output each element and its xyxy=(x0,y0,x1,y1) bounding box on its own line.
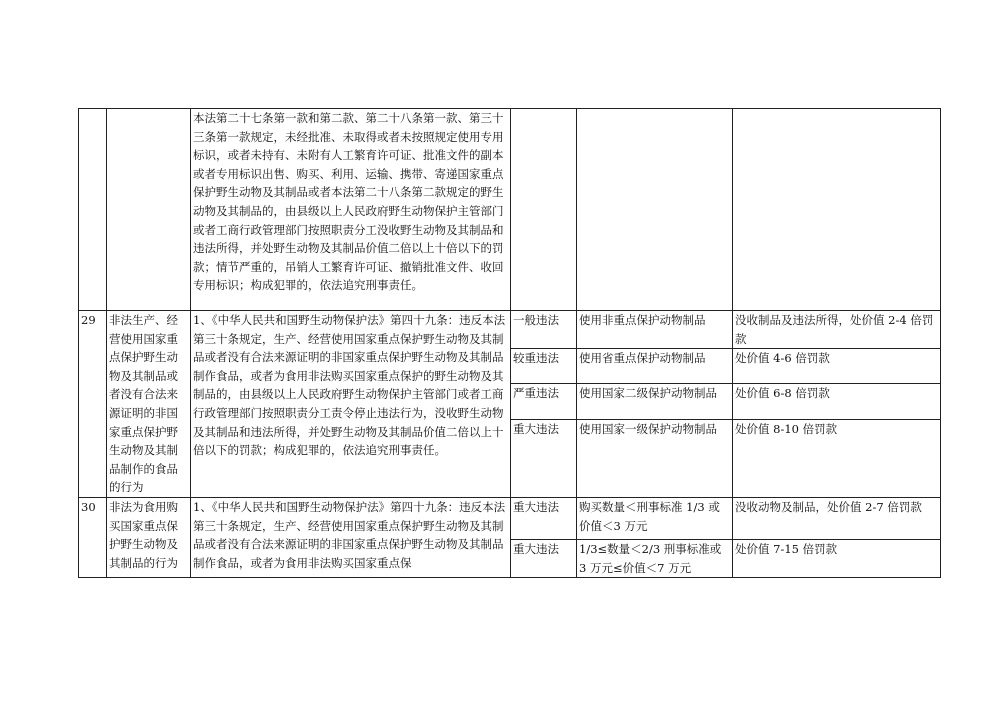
penalty-cell: 处价值 4-6 倍罚款 xyxy=(733,349,941,384)
legal-basis-text: 1、《中华人民共和国野生动物保护法》第四十九条：违反本法第三十条规定，生产、经营使用国家重点保护野生动物及其制品或者没有合法来源证明的非国家重点保护野生动物及其制品制作食品，或者为食用非法购买国家重点保 xyxy=(193,500,506,570)
row-number-cell xyxy=(79,109,107,311)
circumstance-cell: 使用国家一级保护动物制品 xyxy=(577,420,733,498)
legal-basis-cell xyxy=(191,498,511,578)
violation-level-cell: 重大违法 xyxy=(511,420,577,498)
circumstance-cell: 购买数量＜刑事标准 1/3 或价值＜3 万元 xyxy=(577,498,733,540)
table-row-continuation xyxy=(79,109,941,311)
circumstance-cell: 1/3≤数量＜2/3 刑事标准或 3 万元≤价值＜7 万元 xyxy=(577,540,733,578)
circumstance-cell: 使用非重点保护动物制品 xyxy=(577,311,733,349)
penalty-cell: 处价值 7-15 倍罚款 xyxy=(733,540,941,578)
circumstance-cell: 使用国家二级保护动物制品 xyxy=(577,384,733,420)
penalty-cell: 处价值 8-10 倍罚款 xyxy=(733,420,941,498)
behavior-cell: 非法生产、经营使用国家重点保护野生动物及其制品或者没有合法来源证明的非国家重点保护野生动物及其制品制作的食品的行为 xyxy=(107,311,191,498)
penalty-standard-table xyxy=(78,108,941,578)
violation-level-cell: 一般违法 xyxy=(511,311,577,349)
legal-basis-cell xyxy=(191,109,511,311)
circumstance-cell: 使用省重点保护动物制品 xyxy=(577,349,733,384)
legal-basis-cell xyxy=(191,311,511,498)
table-row-30 xyxy=(79,498,941,540)
violation-level-cell: 重大违法 xyxy=(511,498,577,540)
penalty-cell: 没收动物及制品，处价值 2-7 倍罚款 xyxy=(733,498,941,540)
penalty-cell xyxy=(733,109,941,311)
violation-level-cell: 较重违法 xyxy=(511,349,577,384)
legal-basis-text: 1、《中华人民共和国野生动物保护法》第四十九条：违反本法第三十条规定，生产、经营使用国家重点保护野生动物及其制品或者没有合法来源证明的非国家重点保护野生动物及其制品制作食品，或者为食用非法购买国家重点保护的野生动物及其制品的，由县级以上人民政府野生动物保护主管部门或者工商行政管理部门按照职责分工责令停止违法行为，没收野生动物及其制品和违法所得，并处野生动物及其制品价值二倍以上十倍以下的罚款；构成犯罪的，依法追究刑事责任。 xyxy=(193,313,506,458)
penalty-standard-table-page xyxy=(78,108,940,580)
penalty-cell: 处价值 6-8 倍罚款 xyxy=(733,384,941,420)
behavior-cell xyxy=(107,109,191,311)
row-number-cell: 30 xyxy=(79,498,107,578)
violation-level-cell xyxy=(511,109,577,311)
table-row-29 xyxy=(79,311,941,349)
legal-basis-text: 本法第二十七条第一款和第二款、第二十八条第一款、第三十三条第一款规定，未经批准、未取得或者未按照规定使用专用标识，或者未持有、未附有人工繁育许可证、批准文件的副本或者专用标识出售、购买、利用、运输、携带、寄递国家重点保护野生动物及其制品或者本法第二十八条第二款规定的野生动物及其制品的，由县级以上人民政府野生动物保护主管部门或者工商行政管理部门按照职责分工没收野生动物及其制品和违法所得，并处野生动物及其制品价值二倍以上十倍以下的罚款；情节严重的，吊销人工繁育许可证、撤销批准文件、收回专用标识；构成犯罪的，依法追究刑事责任。 xyxy=(193,111,504,293)
circumstance-cell xyxy=(577,109,733,311)
violation-level-cell: 重大违法 xyxy=(511,540,577,578)
penalty-cell: 没收制品及违法所得，处价值 2-4 倍罚款 xyxy=(733,311,941,349)
behavior-cell: 非法为食用购买国家重点保护野生动物及其制品的行为 xyxy=(107,498,191,578)
violation-level-cell: 严重违法 xyxy=(511,384,577,420)
row-number-cell: 29 xyxy=(79,311,107,498)
